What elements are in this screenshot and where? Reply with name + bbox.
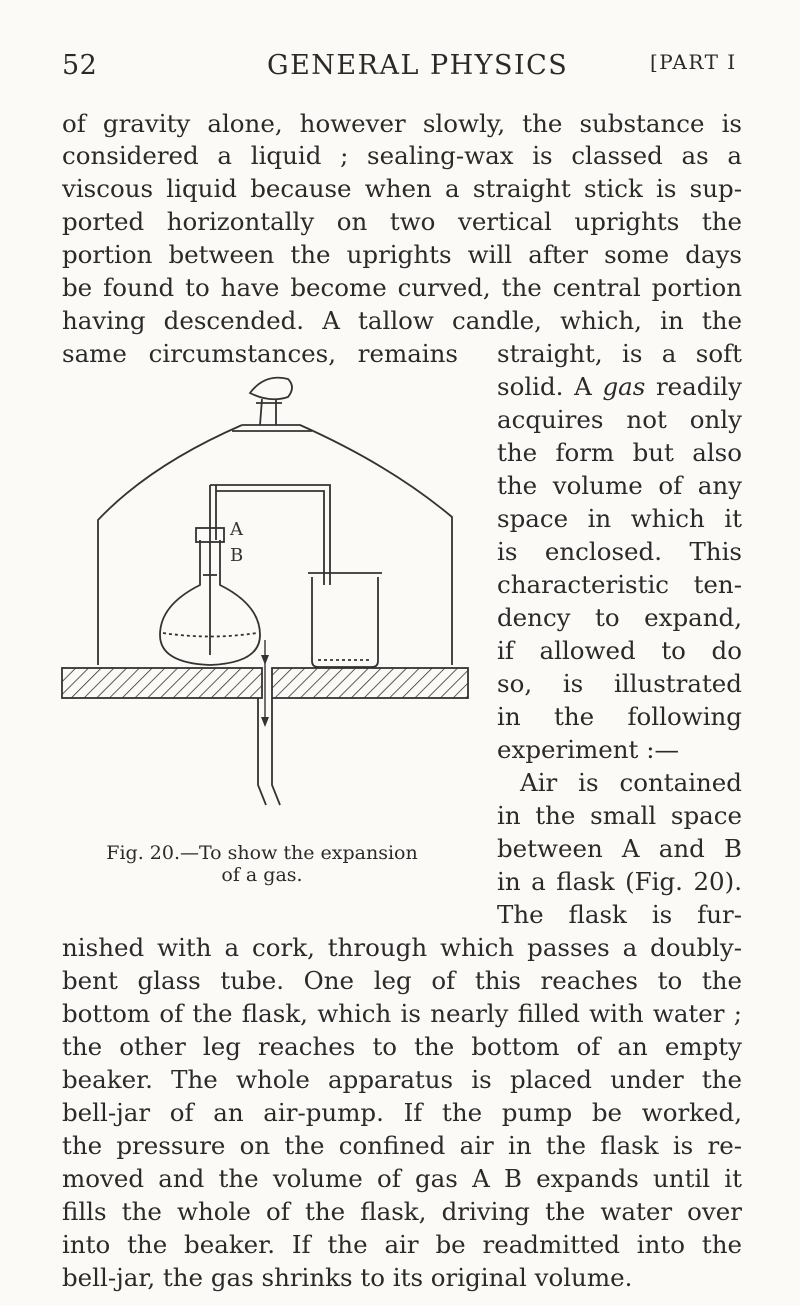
column-line: in the small space [497,801,742,830]
pump-plate-right [272,668,468,698]
column-line: if allowed to do [497,636,742,665]
figure-caption-line1: Fig. 20.—To show the expansion [106,842,418,864]
text-line: of gravity alone, however slowly, the substance is [62,109,742,138]
bell-jar-figure [60,365,470,835]
beaker [308,573,382,667]
pump-pipe [258,698,280,805]
column-line: in the following [497,702,742,731]
text-line: the other leg reaches to the bottom of an empty [62,1032,742,1061]
text-line: bent glass tube. One leg of this reaches to the [62,966,742,995]
text-line: portion between the uprights will after some days [62,240,742,269]
column-line-text: solid. A gas readily [497,372,742,401]
text-line: into the beaker. If the air be readmitted into the [62,1230,742,1259]
text-line: bottom of the flask, which is nearly filled with water ; [62,999,742,1028]
running-title: GENERAL PHYSICS [267,50,569,81]
text-line: moved and the volume of gas A B expands until it [62,1164,742,1193]
column-line: acquires not only [497,405,742,434]
part-label: [PART I [650,50,737,74]
figure-caption-line2: of a gas. [221,864,303,886]
text-line: ported horizontally on two vertical uprights the [62,207,742,236]
column-line: is enclosed. This [497,537,742,566]
column-line: in a flask (Fig. 20). [497,867,742,896]
column-line: experiment :— [497,735,679,764]
column-line [497,371,742,403]
column-line: The flask is fur- [497,900,742,929]
flask [160,485,330,665]
column-line: space in which it [497,504,742,533]
column-line: the volume of any [497,471,742,500]
running-header [62,50,742,90]
label-a: A [230,519,243,540]
column-line: Air is contained [520,768,742,797]
text-line-left: same circumstances, remains [62,339,458,368]
text-line: nished with a cork, through which passes a doubly- [62,933,742,962]
text-line-right: straight, is a soft [497,339,742,368]
text-line: fills the whole of the flask, driving the water over [62,1197,742,1226]
pump-plate-left [62,668,262,698]
page-number: 52 [62,50,98,81]
text-line: the pressure on the confined air in the flask is re- [62,1131,742,1160]
text-line: beaker. The whole apparatus is placed under the [62,1065,742,1094]
column-line: characteristic ten- [497,570,742,599]
text-line: bell-jar, the gas shrinks to its original volume. [62,1263,633,1292]
column-line: so, is illustrated [497,669,742,698]
label-b: B [230,545,244,566]
column-line: the form but also [497,438,742,467]
text-line: considered a liquid ; sealing-wax is classed as a [62,141,742,170]
bell-jar [98,378,452,665]
text-line: viscous liquid because when a straight stick is sup- [62,174,742,203]
column-line: dency to expand, [497,603,742,632]
text-line: be found to have become curved, the central portion [62,273,742,302]
text-line: having descended. A tallow candle, which, in the [62,306,742,335]
text-line: bell-jar of an air-pump. If the pump be worked, [62,1098,742,1127]
column-line: between A and B [497,834,742,863]
